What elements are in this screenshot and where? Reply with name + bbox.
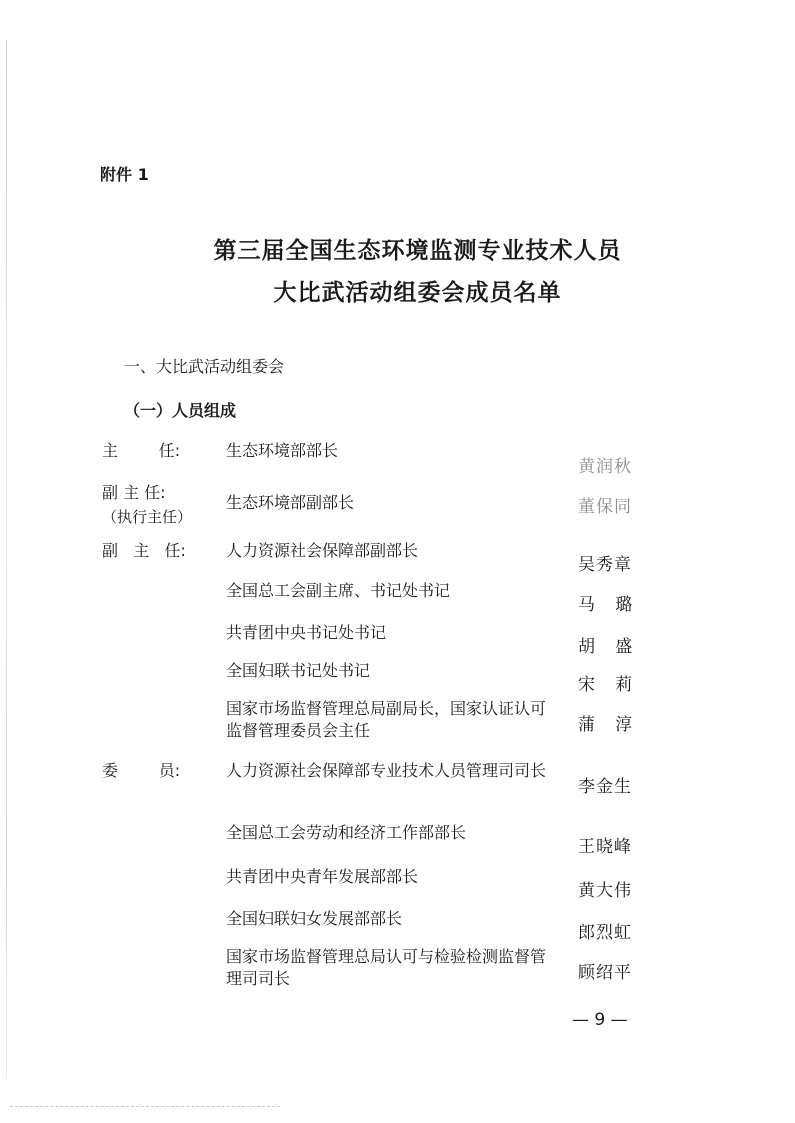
member-name: 蒲 淳: [578, 715, 634, 735]
member-post: 共青团中央青年发展部部长: [226, 867, 419, 886]
member-name: 吴秀章: [578, 555, 632, 575]
scan-edge-line: [6, 40, 7, 1080]
member-post: 国家市场监督管理总局副局长，国家认证认可监督管理委员会主任: [226, 699, 547, 740]
member-name: 黄大伟: [578, 881, 632, 901]
member-post: 生态环境部副部长: [226, 493, 355, 512]
member-name: 黄润秋: [578, 457, 632, 477]
scan-bottom-rule: [10, 1106, 280, 1107]
member-name: 郎烈虹: [578, 923, 632, 943]
role-label-executive-deputy: 副 主 任:: [102, 483, 166, 502]
member-post: 人力资源社会保障部副部长: [226, 541, 419, 560]
role-note-executive: （执行主任）: [102, 508, 193, 526]
page-number: — 9 —: [572, 1010, 628, 1030]
member-name: 胡 盛: [578, 637, 634, 657]
member-post: 人力资源社会保障部专业技术人员管理司司长: [226, 761, 547, 780]
section-heading: 一、大比武活动组委会: [124, 357, 285, 376]
document-title-line-1: 第三届全国生态环境监测专业技术人员: [213, 237, 622, 264]
member-name: 顾绍平: [578, 963, 632, 983]
member-post: 共青团中央书记处书记: [226, 623, 387, 642]
attachment-label: 附件 1: [100, 165, 149, 184]
member-name: 王晓峰: [578, 837, 632, 857]
role-label-director: 主 任:: [102, 441, 181, 460]
member-post: 全国妇联书记处书记: [226, 661, 371, 680]
member-post: 全国总工会副主席、书记处书记: [226, 581, 451, 600]
member-post: 全国总工会劳动和经济工作部部长: [226, 823, 467, 842]
member-post: 生态环境部部长: [226, 441, 339, 460]
member-name: 董保同: [578, 497, 632, 517]
member-name: 宋 莉: [578, 675, 634, 695]
document-title-line-2: 大比武活动组委会成员名单: [273, 279, 562, 306]
member-post: 全国妇联妇女发展部部长: [226, 909, 403, 928]
member-name: 马 璐: [578, 595, 634, 615]
role-label-deputy-director: 副 主 任:: [102, 541, 186, 560]
member-name: 李金生: [578, 777, 632, 797]
subsection-heading: （一）人员组成: [124, 401, 237, 420]
role-label-member: 委 员:: [102, 761, 181, 780]
member-post: 国家市场监督管理总局认可与检验检测监督管理司司长: [226, 947, 547, 988]
